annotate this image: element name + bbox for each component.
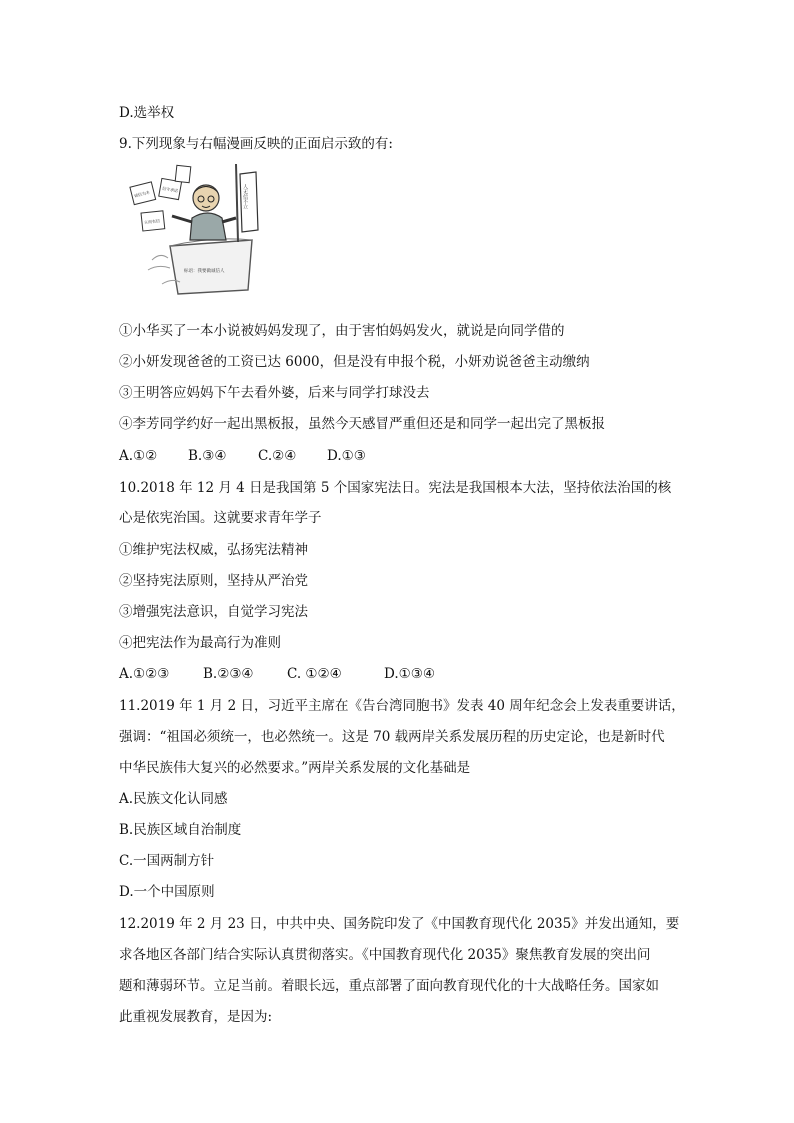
- q9-option-a[interactable]: A.①②: [119, 448, 158, 464]
- q9-options: [119, 446, 366, 466]
- q12-stem-line-3: 题和薄弱环节。立足当前。着眼长远，重点部署了面向教育现代化的十大战略任务。国家如: [119, 978, 659, 994]
- q10-item-2: ②坚持宪法原则，坚持从严治党: [119, 573, 308, 589]
- q10-item-4: ④把宪法作为最高行为准则: [119, 635, 281, 651]
- q9-option-d[interactable]: D.①③: [327, 448, 366, 464]
- q10-item-1: ①维护宪法权威，弘扬宪法精神: [119, 542, 308, 558]
- q9-item-3: ③王明答应妈妈下午去看外婆，后来与同学打球没去: [119, 385, 430, 401]
- q9-option-b[interactable]: B.③④: [188, 448, 227, 464]
- cartoon-sign-2: 信守承诺: [161, 185, 179, 194]
- q9-option-c[interactable]: C.②④: [258, 448, 297, 464]
- q12-stem-line-2: 求各地区各部门结合实际认真贯彻落实。《中国教育现代化 2035》聚焦教育发展的突出问: [119, 947, 651, 963]
- q11-option-d[interactable]: D.一个中国原则: [119, 884, 215, 900]
- q9-item-2: ②小妍发现爸爸的工资已达 6000，但是没有申报个税，小妍劝说爸爸主动缴纳: [119, 354, 590, 370]
- q9-item-4: ④李芳同学约好一起出黑板报，虽然今天感冒严重但还是和同学一起出完了黑板报: [119, 416, 605, 432]
- q10-option-d[interactable]: D.①③④: [384, 666, 435, 682]
- q10-option-c[interactable]: C. ①②④: [287, 666, 342, 682]
- cartoon-sign-1: 诚信为本: [133, 189, 151, 199]
- q12-stem-line-1: 12.2019 年 2 月 23 日，中共中央、国务院印发了《中国教育现代化 2035》并发出通知，要: [119, 916, 680, 932]
- cartoon-flag-label: 人无信不立: [242, 184, 248, 209]
- q11-stem-line-2: 强调：“祖国必须统一，也必然统一。这是 70 载两岸关系发展历程的历史定论，也是新时代: [119, 729, 665, 745]
- q10-options: [119, 664, 435, 684]
- q11-option-a[interactable]: A.民族文化认同感: [119, 791, 228, 807]
- q12-stem-line-4: 此重视发展教育，是因为:: [119, 1009, 273, 1025]
- q9-item-1: ①小华买了一本小说被妈妈发现了，由于害怕妈妈发火，就说是向同学借的: [119, 323, 565, 339]
- q10-option-a[interactable]: A.①②③: [119, 666, 170, 682]
- cartoon-sign-3: 言而有信: [143, 218, 161, 225]
- cartoon-base-label: 标语：我要做诚信人: [184, 269, 225, 274]
- q11-option-c[interactable]: C.一国两制方针: [119, 853, 215, 869]
- question-9-stem: 9.下列现象与右幅漫画反映的正面启示致的有:: [119, 136, 393, 152]
- cartoon-illustration: [122, 160, 282, 300]
- q11-option-b[interactable]: B.民族区域自治制度: [119, 822, 242, 838]
- prev-option-d: D.选举权: [119, 105, 175, 121]
- q11-stem-line-1: 11.2019 年 1 月 2 日，习近平主席在《告台湾同胞书》发表 40 周年纪念会上发表重要讲话，: [119, 698, 685, 714]
- q10-item-3: ③增强宪法意识，自觉学习宪法: [119, 604, 308, 620]
- q11-stem-line-3: 中华民族伟大复兴的必然要求。”两岸关系发展的文化基础是: [119, 760, 471, 776]
- q10-stem-line-2: 心是依宪治国。这就要求青年学子: [119, 510, 322, 526]
- q10-stem-line-1: 10.2018 年 12 月 4 日是我国第 5 个国家宪法日。宪法是我国根本大法，坚持依法治国的核: [119, 480, 672, 496]
- q10-option-b[interactable]: B.②③④: [203, 666, 254, 682]
